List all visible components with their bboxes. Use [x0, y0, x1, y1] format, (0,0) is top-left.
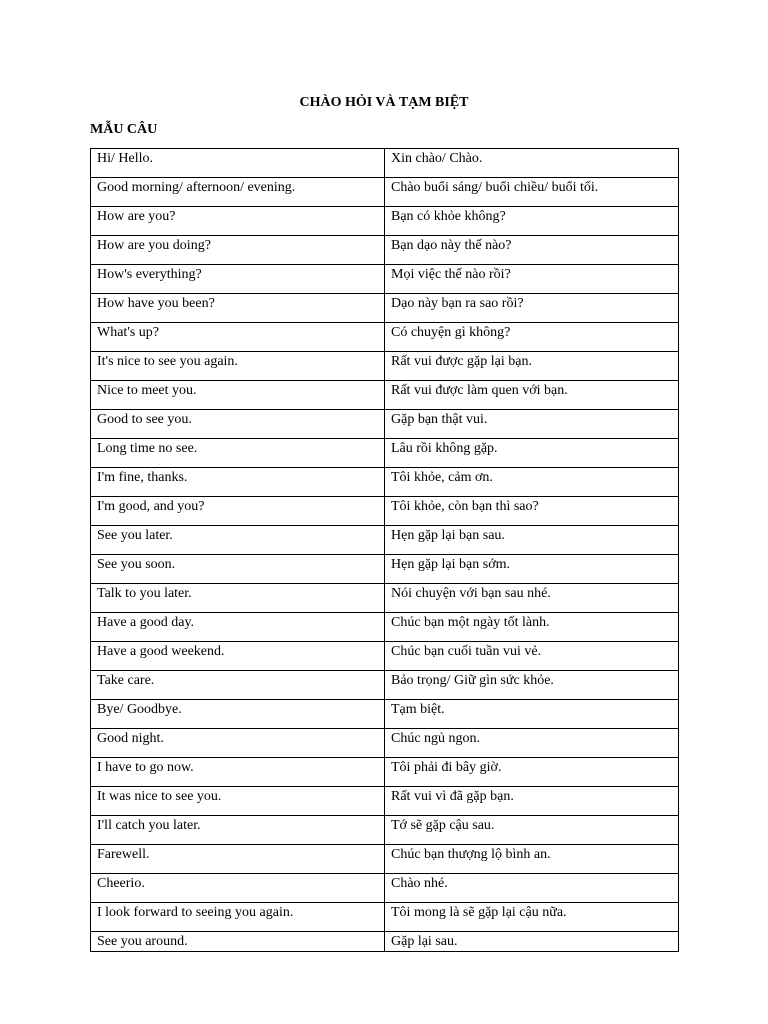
table-row — [91, 236, 679, 265]
english-phrase: I have to go now. — [91, 758, 385, 787]
table-row — [91, 207, 679, 236]
vietnamese-phrase: Bạn dạo này thế nào? — [385, 236, 679, 265]
table-row — [91, 526, 679, 555]
table-row — [91, 642, 679, 671]
vietnamese-phrase: Rất vui được làm quen với bạn. — [385, 381, 679, 410]
english-phrase: Good to see you. — [91, 410, 385, 439]
english-phrase: Cheerio. — [91, 874, 385, 903]
english-phrase: Good morning/ afternoon/ evening. — [91, 178, 385, 207]
vietnamese-phrase: Bảo trọng/ Giữ gìn sức khỏe. — [385, 671, 679, 700]
english-phrase: I'll catch you later. — [91, 816, 385, 845]
vietnamese-phrase: Tôi phải đi bây giờ. — [385, 758, 679, 787]
english-phrase: Long time no see. — [91, 439, 385, 468]
vietnamese-phrase: Tôi khỏe, còn bạn thì sao? — [385, 497, 679, 526]
table-row — [91, 323, 679, 352]
english-phrase: How have you been? — [91, 294, 385, 323]
vietnamese-phrase: Gặp bạn thật vui. — [385, 410, 679, 439]
vietnamese-phrase: Có chuyện gì không? — [385, 323, 679, 352]
table-row — [91, 468, 679, 497]
english-phrase: How are you? — [91, 207, 385, 236]
table-row — [91, 497, 679, 526]
english-phrase: I'm good, and you? — [91, 497, 385, 526]
vietnamese-phrase: Tớ sẽ gặp cậu sau. — [385, 816, 679, 845]
english-phrase: Have a good weekend. — [91, 642, 385, 671]
table-row — [91, 874, 679, 903]
english-phrase: It was nice to see you. — [91, 787, 385, 816]
table-row — [91, 700, 679, 729]
table-row — [91, 555, 679, 584]
english-phrase: Good night. — [91, 729, 385, 758]
table-row — [91, 352, 679, 381]
table-row — [91, 584, 679, 613]
english-phrase: I'm fine, thanks. — [91, 468, 385, 497]
english-phrase: See you around. — [91, 932, 385, 952]
section-heading: MẪU CÂU — [90, 122, 158, 137]
english-phrase: See you later. — [91, 526, 385, 555]
vietnamese-phrase: Tôi mong là sẽ gặp lại cậu nữa. — [385, 903, 679, 932]
table-row — [91, 903, 679, 932]
table-row — [91, 671, 679, 700]
vietnamese-phrase: Chào buổi sáng/ buổi chiều/ buổi tối. — [385, 178, 679, 207]
vietnamese-phrase: Bạn có khỏe không? — [385, 207, 679, 236]
vietnamese-phrase: Rất vui được gặp lại bạn. — [385, 352, 679, 381]
table-row — [91, 845, 679, 874]
vietnamese-phrase: Chúc bạn một ngày tốt lành. — [385, 613, 679, 642]
english-phrase: Hi/ Hello. — [91, 149, 385, 178]
english-phrase: Bye/ Goodbye. — [91, 700, 385, 729]
vietnamese-phrase: Rất vui vì đã gặp bạn. — [385, 787, 679, 816]
vietnamese-phrase: Gặp lại sau. — [385, 932, 679, 952]
table-row — [91, 294, 679, 323]
english-phrase: Nice to meet you. — [91, 381, 385, 410]
english-phrase: See you soon. — [91, 555, 385, 584]
phrase-table — [90, 148, 679, 952]
english-phrase: Talk to you later. — [91, 584, 385, 613]
vietnamese-phrase: Chúc ngủ ngon. — [385, 729, 679, 758]
vietnamese-phrase: Chúc bạn thượng lộ bình an. — [385, 845, 679, 874]
english-phrase: Have a good day. — [91, 613, 385, 642]
table-row — [91, 613, 679, 642]
vietnamese-phrase: Mọi việc thế nào rồi? — [385, 265, 679, 294]
english-phrase: What's up? — [91, 323, 385, 352]
vietnamese-phrase: Hẹn gặp lại bạn sớm. — [385, 555, 679, 584]
english-phrase: How are you doing? — [91, 236, 385, 265]
vietnamese-phrase: Xin chào/ Chào. — [385, 149, 679, 178]
vietnamese-phrase: Hẹn gặp lại bạn sau. — [385, 526, 679, 555]
document-title: CHÀO HỎI VÀ TẠM BIỆT — [299, 95, 469, 110]
vietnamese-phrase: Tôi khỏe, cảm ơn. — [385, 468, 679, 497]
table-row — [91, 816, 679, 845]
table-row — [91, 381, 679, 410]
vietnamese-phrase: Dạo này bạn ra sao rồi? — [385, 294, 679, 323]
vietnamese-phrase: Chúc bạn cuối tuần vui vẻ. — [385, 642, 679, 671]
english-phrase: I look forward to seeing you again. — [91, 903, 385, 932]
table-row — [91, 932, 679, 952]
table-row — [91, 439, 679, 468]
vietnamese-phrase: Chào nhé. — [385, 874, 679, 903]
english-phrase: Farewell. — [91, 845, 385, 874]
phrase-table-body — [91, 149, 679, 952]
table-row — [91, 758, 679, 787]
vietnamese-phrase: Lâu rồi không gặp. — [385, 439, 679, 468]
vietnamese-phrase: Nói chuyện với bạn sau nhé. — [385, 584, 679, 613]
table-row — [91, 149, 679, 178]
vietnamese-phrase: Tạm biệt. — [385, 700, 679, 729]
table-row — [91, 787, 679, 816]
table-row — [91, 265, 679, 294]
english-phrase: How's everything? — [91, 265, 385, 294]
table-row — [91, 729, 679, 758]
english-phrase: It's nice to see you again. — [91, 352, 385, 381]
table-row — [91, 410, 679, 439]
english-phrase: Take care. — [91, 671, 385, 700]
table-row — [91, 178, 679, 207]
